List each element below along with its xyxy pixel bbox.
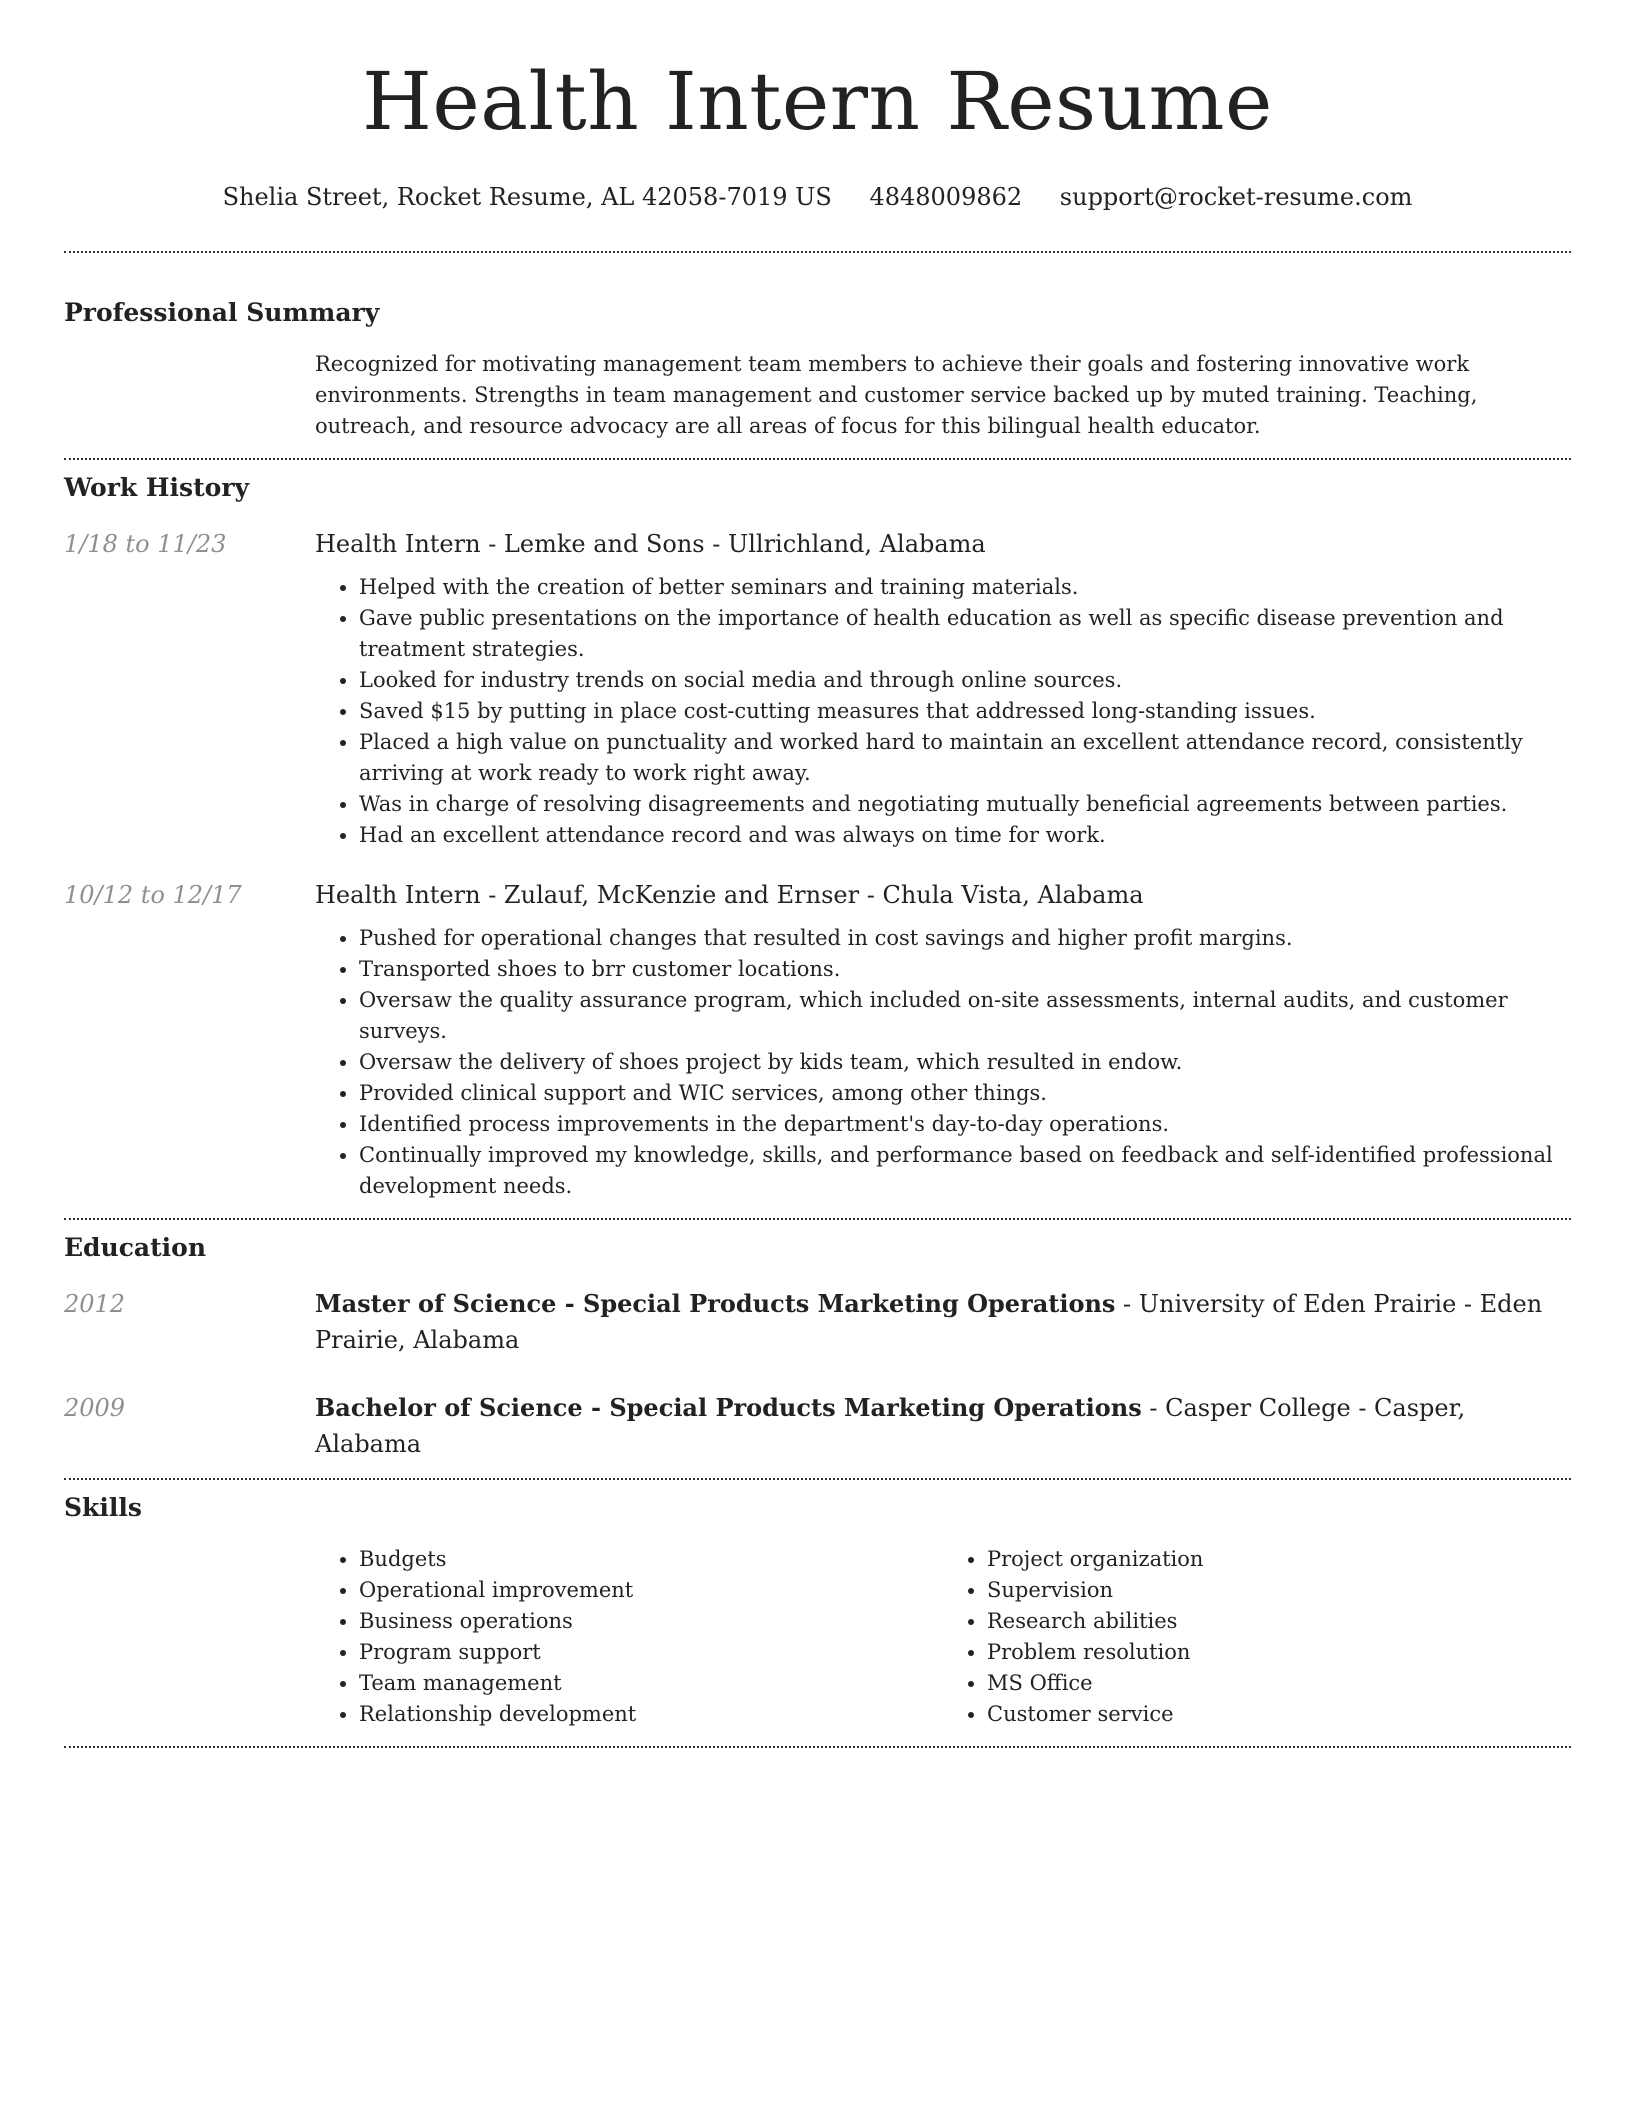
education-degree: Bachelor of Science - Special Products Marketing Operations <box>315 1393 1142 1422</box>
contact-address: Shelia Street, Rocket Resume, AL 42058-7019 US <box>222 183 832 211</box>
job-bullet: • Saved $15 by putting in place cost-cutting measures that addressed long-standing issues. <box>359 696 1571 727</box>
job-dates: 10/12 to 12/17 <box>64 881 242 909</box>
summary-text: Recognized for motivating management team members to achieve their goals and fostering innovative work environments. Strengths in team management and customer service backed up by muted training. Teaching, outreach, and resource advocacy are all areas of focus for this bilingual health educator. <box>315 352 1478 438</box>
skill-item: • Problem resolution <box>987 1637 1571 1668</box>
skill-item: • Relationship development <box>359 1699 943 1730</box>
job-bullet: • Helped with the creation of better seminars and training materials. <box>359 572 1571 603</box>
job-bullets <box>315 572 1571 851</box>
job-title: Health Intern - Zulauf, McKenzie and Ernser - Chula Vista, Alabama <box>315 881 1144 909</box>
skill-item: • Research abilities <box>987 1606 1571 1637</box>
job-bullet: • Was in charge of resolving disagreements and negotiating mutually beneficial agreements between parties. <box>359 789 1571 820</box>
education-degree: Master of Science - Special Products Marketing Operations <box>315 1289 1116 1318</box>
divider <box>64 1746 1571 1748</box>
job-bullet: • Looked for industry trends on social media and through online sources. <box>359 665 1571 696</box>
education-entry <box>64 1390 1571 1462</box>
skill-item: • Project organization <box>987 1544 1571 1575</box>
summary-heading: Professional Summary <box>64 298 380 327</box>
work-heading: Work History <box>64 473 250 502</box>
job-bullet: • Provided clinical support and WIC services, among other things. <box>359 1078 1571 1109</box>
job-entry <box>64 526 1571 851</box>
education-heading: Education <box>64 1233 207 1262</box>
skill-item: • Operational improvement <box>359 1575 943 1606</box>
education-year: 2009 <box>64 1394 126 1422</box>
job-bullet: • Oversaw the quality assurance program, which included on-site assessments, internal audits, and customer surveys. <box>359 985 1571 1047</box>
contact-phone: 4848009862 <box>869 183 1023 211</box>
job-title: Health Intern - Lemke and Sons - Ullrichland, Alabama <box>315 530 986 558</box>
job-bullet: • Gave public presentations on the importance of health education as well as specific disease prevention and treatment strategies. <box>359 603 1571 665</box>
skills-column-left <box>315 1544 943 1730</box>
job-dates: 1/18 to 11/23 <box>64 530 227 558</box>
job-bullet: • Transported shoes to brr customer locations. <box>359 954 1571 985</box>
summary-section <box>64 253 1571 442</box>
resume-title: Health Intern Resume <box>362 55 1273 148</box>
job-entry <box>64 877 1571 1202</box>
job-bullet: • Pushed for operational changes that resulted in cost savings and higher profit margins. <box>359 923 1571 954</box>
education-year: 2012 <box>64 1290 126 1318</box>
job-bullet: • Oversaw the delivery of shoes project by kids team, which resulted in endow. <box>359 1047 1571 1078</box>
work-section <box>64 460 1571 1202</box>
skill-item: • Budgets <box>359 1544 943 1575</box>
contact-email: support@rocket-resume.com <box>1059 183 1413 211</box>
resume-page <box>64 0 1571 1748</box>
job-bullets <box>315 923 1571 1202</box>
education-section <box>64 1220 1571 1462</box>
skills-column-right <box>943 1544 1571 1730</box>
job-bullet: • Continually improved my knowledge, skills, and performance based on feedback and self-identified professional development needs. <box>359 1140 1571 1202</box>
job-bullet: • Placed a high value on punctuality and worked hard to maintain an excellent attendance record, consistently arriving at work ready to work right away. <box>359 727 1571 789</box>
job-bullet: • Had an excellent attendance record and was always on time for work. <box>359 820 1571 851</box>
contact-line <box>64 182 1571 212</box>
skills-list <box>315 1544 1571 1730</box>
skill-item: • Team management <box>359 1668 943 1699</box>
job-bullet: • Identified process improvements in the department's day-to-day operations. <box>359 1109 1571 1140</box>
skill-item: • Customer service <box>987 1699 1571 1730</box>
skill-item: • Supervision <box>987 1575 1571 1606</box>
skills-heading: Skills <box>64 1493 142 1522</box>
education-entry <box>64 1286 1571 1358</box>
education-school: - Casper College - Casper, Alabama <box>315 1394 1466 1458</box>
skill-item: • MS Office <box>987 1668 1571 1699</box>
skill-item: • Program support <box>359 1637 943 1668</box>
skills-section <box>64 1480 1571 1730</box>
skill-item: • Business operations <box>359 1606 943 1637</box>
education-school: - University of Eden Prairie - Eden Prairie, Alabama <box>315 1290 1543 1354</box>
